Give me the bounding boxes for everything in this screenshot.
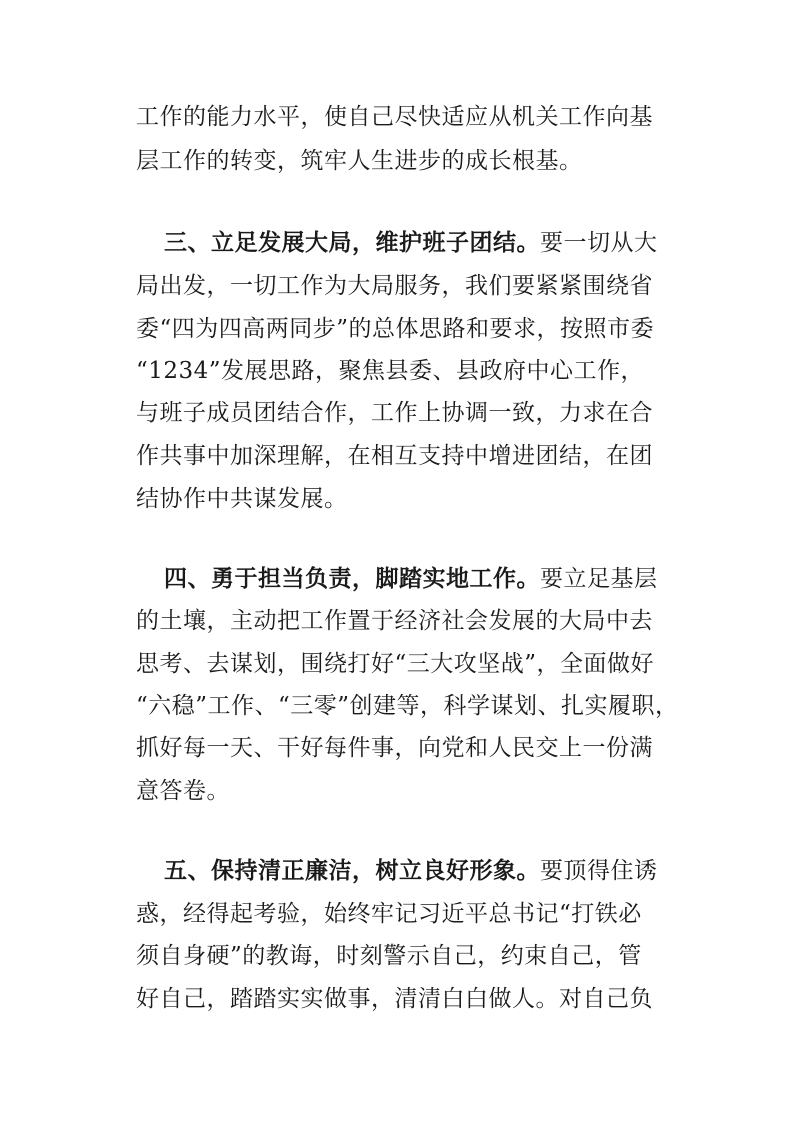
- paragraph-line: 层工作的转变，筑牢人生进步的成长根基。: [136, 148, 583, 174]
- section-3-heading: 三、立足发展大局，维护班子团结。: [164, 229, 540, 256]
- paragraph-line: 思考、去谋划，围绕打好“三大攻坚战”，全面做好: [136, 651, 655, 677]
- section-5-first-tail: 要顶得住诱: [540, 858, 658, 884]
- section-5-first-line: [164, 856, 694, 886]
- paragraph-line: 局出发，一切工作为大局服务，我们要紧紧围绕省: [136, 273, 653, 299]
- paragraph-line: 惑，经得起考验，始终牢记习近平总书记“打铁必: [136, 901, 642, 927]
- paragraph-line: 抓好每一天、干好每件事，向党和人民交上一份满: [136, 735, 653, 761]
- paragraph-line: 结协作中共谋发展。: [136, 486, 348, 512]
- paragraph-line: 意答卷。: [136, 778, 230, 804]
- section-5-heading: 五、保持清正廉洁，树立良好形象。: [164, 857, 540, 884]
- paragraph-line: “六稳”工作、“三零”创建等，科学谋划、扎实履职，: [136, 693, 679, 719]
- section-4-heading: 四、勇于担当负责，脚踏实地工作。: [164, 565, 540, 592]
- paragraph-line: 好自己，踏踏实实做事，清清白白做人。对自己负: [136, 986, 653, 1012]
- paragraph-line: 委“四为四高两同步”的总体思路和要求，按照市委: [136, 316, 655, 342]
- section-3-first-line: [164, 228, 694, 258]
- section-4-first-tail: 要立足基层: [540, 566, 658, 592]
- paragraph-line: 须自身硬”的教诲，时刻警示自己，约束自己，管: [136, 943, 642, 969]
- paragraph-line: 的土壤，主动把工作置于经济社会发展的大局中去: [136, 608, 653, 634]
- paragraph-line: 工作的能力水平，使自己尽快适应从机关工作向基: [136, 104, 653, 130]
- paragraph-line: 作共事中加深理解，在相互支持中增进团结，在团: [136, 443, 653, 469]
- paragraph-line: 与班子成员团结合作，工作上协调一致，力求在合: [136, 400, 653, 426]
- section-4-first-line: [164, 564, 694, 594]
- section-3-first-tail: 要一切从大: [540, 230, 658, 256]
- paragraph-line: “1234”发展思路，聚焦县委、县政府中心工作，: [136, 358, 645, 384]
